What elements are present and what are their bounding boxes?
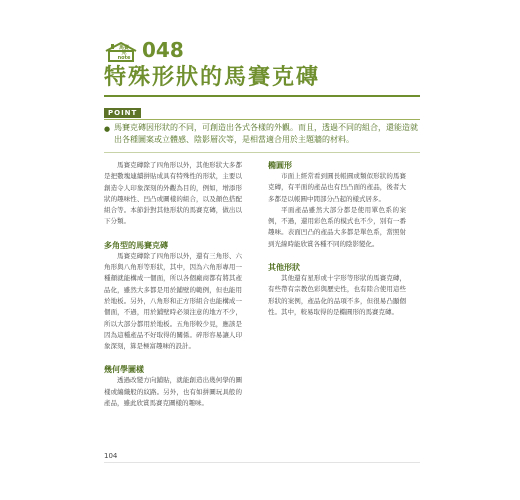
ellipse-paragraph-b: 平面產品雖然大部分都是使用單色系的案例，不過，還用彩色系的模式也不少，別有一番趣味。表面凹凸的產品大多都是單色系，當照射到光線時能欣賞各種不同的陰影變化。 [268, 205, 406, 248]
other-shapes-paragraph: 其他還有星形或十字形等形狀的馬賽克磚，有些帶有宗教色彩與歷史性，也有陸合使用這些形狀的案例，產品化的品項不多，但很易凸顯個性。其中，較易取得的是橢圓形的馬賽克磚。 [268, 274, 406, 316]
polygon-paragraph: 馬賽克磚除了四角形以外，還有三角形、六角形與八角形等形狀，其中，因為六角形專用一種顏就能構成一個面，所以各個廠商都有將其產品化，雖然大多都是用於鋪壁的範例，但也能用於地板。另外，八角形和正方形組合也能構成一個面，不過，用於鋪壁時必須注意的地方不少，所以大部分都用於地板。五角形較少見，應該是因為這種產品不好取得的關係。碎形容易讓人印象深刻，算是極富趣味的設計。 [104, 251, 242, 351]
bullet-icon: ● [104, 125, 111, 133]
right-column [268, 160, 406, 318]
section-heading-polygon: 多角型的馬賽克磚 [104, 240, 168, 250]
intro-paragraph: 馬賽克磚除了四角形以外，其他形狀大多都是把數塊連續拼貼成具有特殊性的形狀，主要以創造令人印象深刻的外觀為目的，例如，增添形狀的趣味性、凹凸或圖樣的組合，以及顏色搭配組合等。本節針對其他形狀的馬賽克磚，做出以下分類。 [104, 161, 242, 226]
title-underline [104, 95, 420, 97]
point-text-block [104, 122, 420, 146]
point-text: 馬賽克磚因形狀的不同，可創造出各式各樣的外觀。而且，透過不同的組合，還能造就出各種圖案或立體感、陰影層次等，是相當適合用於主題牆的材料。 [114, 123, 418, 144]
section-heading-geometric: 幾何學圖樣 [104, 365, 144, 375]
chapter-number: 048 [142, 38, 184, 62]
point-divider [104, 119, 420, 120]
page-title: 特殊形狀的馬賽克磚 [104, 65, 321, 90]
chapter-tag: 馬賽克note [117, 45, 131, 61]
section-heading-other: 其他形狀 [268, 263, 300, 273]
point-box [104, 100, 420, 153]
geometric-paragraph: 透過改變方向鋪貼，就能創造出幾何學的圖樣或編織般的紋路。另外，也有如拼圖玩具般的產品，雖此欣賞馬賽克圖樣的趣味。 [104, 376, 242, 408]
point-bottom-divider [104, 152, 420, 153]
footer-divider [104, 462, 420, 463]
section-heading-ellipse: 橢圓形 [268, 161, 292, 170]
point-label: POINT [104, 108, 141, 118]
ellipse-paragraph-a: 市面上經常看到圓長帳圓或類似形狀的馬賽克磚，有平面的產品也有凹凸面的產品，後者大多都是以帳圓中間部分凸起的樣式居多。 [268, 172, 406, 203]
page-number: 104 [104, 452, 118, 460]
left-column [104, 160, 242, 409]
chapter-header [104, 38, 424, 62]
